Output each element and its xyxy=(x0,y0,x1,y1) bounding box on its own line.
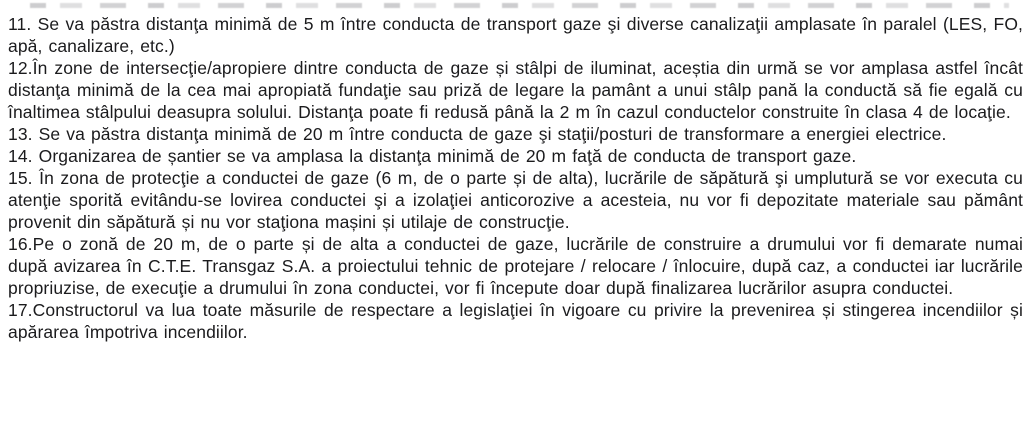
paragraph-item-11: 11. Se va păstra distanţa minimă de 5 m între conducta de transport gaze şi diverse canalizaţii amplasate în paralel (LES, FO, apă, canalizare, etc.) xyxy=(8,14,1023,56)
paragraph-item-17: 17.Constructorul va lua toate măsurile de respectare a legislaţiei în vigoare cu privire la prevenirea și stingerea incendiilor și apărarea împotriva incendiilor. xyxy=(8,300,1023,342)
paragraph-item-15: 15. În zona de protecţie a conductei de gaze (6 m, de o parte și de alta), lucrările de săpătură şi umplutură se vor executa cu atenţie sporită evitându-se lovirea conductei şi a izolaţiei anticorozive a acesteia, nu vor fi depozitate materiale sau pământ provenit din săpătură și nu vor staţiona mașini și utilaje de construcţie. xyxy=(8,168,1023,232)
paragraph-item-16: 16.Pe o zonă de 20 m, de o parte și de alta a conductei de gaze, lucrările de construire a drumului vor fi demarate numai după avizarea în C.T.E. Transgaz S.A. a proiectului tehnic de protejare / relocare / înlocuire, după caz, a conductei iar lucrările propriuzise, de execuţie a drumului în zona conductei, vor fi începute doar după finalizarea lucrărilor asupra conductei. xyxy=(8,234,1023,298)
paragraph-item-14: 14. Organizarea de șantier se va amplasa la distanţa minimă de 20 m faţă de conducta de transport gaze. xyxy=(8,146,857,166)
document-text-block xyxy=(8,13,1023,343)
paragraph-item-13: 13. Se va păstra distanţa minimă de 20 m între conducta de gaze şi staţii/posturi de transformare a energiei electrice. xyxy=(8,124,947,144)
scan-smudge-artifact xyxy=(30,3,1009,8)
paragraph-item-12: 12.În zone de intersecţie/apropiere dintre conducta de gaze și stâlpi de iluminat, aceștia din urmă se vor amplasa astfel încât distanţa minimă de la cea mai apropiată fundaţie sau priză de legare la pamânt a unui stâlp pană la conductă să fie egală cu înaltimea stâlpului deasupra solului. Distanţa poate fi redusă până la 2 m în cazul conductelor construite în clasa 4 de locaţie. xyxy=(8,58,1023,122)
